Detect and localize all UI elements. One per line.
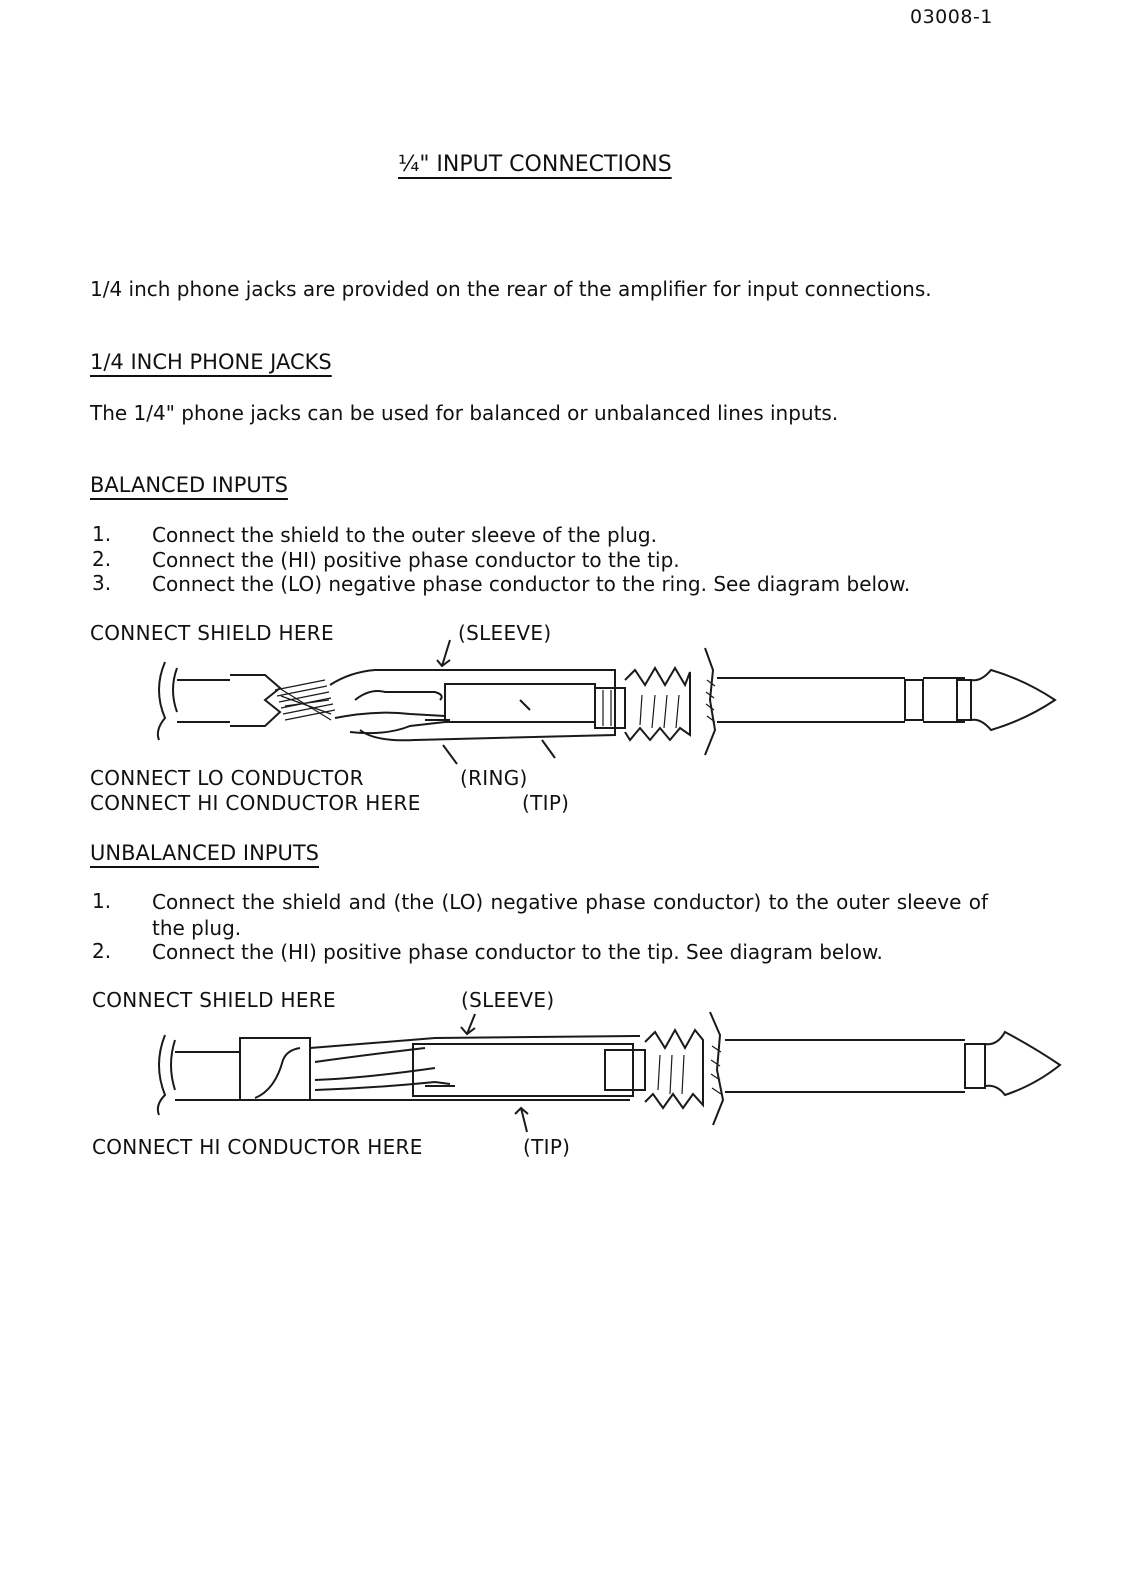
phone-jacks-text: The 1/4" phone jacks can be used for balanced or unbalanced lines inputs.	[90, 401, 839, 425]
balanced-hi-label: CONNECT HI CONDUCTOR HERE	[90, 791, 421, 815]
balanced-thread	[625, 668, 690, 740]
balanced-step-1-number: 1.	[92, 522, 112, 546]
balanced-step-2: Connect the (HI) positive phase conductor to the tip.	[152, 548, 680, 572]
unbalanced-hi-label: CONNECT HI CONDUCTOR HERE	[92, 1135, 423, 1159]
balanced-plug-body	[330, 670, 625, 740]
phone-jacks-heading: 1/4 INCH PHONE JACKS	[90, 350, 332, 374]
balanced-step-3: Connect the (LO) negative phase conductor to the ring. See diagram below.	[152, 572, 911, 596]
unbalanced-step-2-number: 2.	[92, 939, 112, 963]
balanced-step-2-number: 2.	[92, 547, 112, 571]
unbalanced-plug-diagram	[145, 1010, 1065, 1135]
balanced-step-3-number: 3.	[92, 571, 112, 595]
page-title: ¼" INPUT CONNECTIONS	[398, 152, 672, 177]
balanced-shield-label: CONNECT SHIELD HERE	[90, 621, 334, 645]
unbalanced-leader-lines	[461, 1014, 528, 1132]
balanced-cable	[158, 662, 335, 740]
unbalanced-cable	[158, 1035, 310, 1115]
unbalanced-heading: UNBALANCED INPUTS	[90, 841, 319, 865]
unbalanced-shield-label: CONNECT SHIELD HERE	[92, 988, 336, 1012]
balanced-heading: BALANCED INPUTS	[90, 473, 288, 497]
balanced-collar	[705, 648, 715, 755]
intro-paragraph: 1/4 inch phone jacks are provided on the rear of the amplifier for input connections.	[90, 277, 932, 301]
unbalanced-shaft-tip	[725, 1032, 1060, 1095]
balanced-step-1: Connect the shield to the outer sleeve of the plug.	[152, 523, 657, 547]
balanced-shaft-tip	[717, 670, 1055, 730]
balanced-plug-diagram	[145, 640, 1065, 765]
document-number: 03008-1	[910, 6, 993, 28]
unbalanced-tip-label: (TIP)	[523, 1135, 571, 1159]
unbalanced-collar	[710, 1012, 723, 1125]
unbalanced-thread	[645, 1030, 703, 1108]
balanced-sleeve-label: (SLEEVE)	[458, 621, 552, 645]
balanced-leader-lines	[437, 640, 555, 764]
unbalanced-plug-body	[310, 1036, 645, 1100]
unbalanced-sleeve-label: (SLEEVE)	[461, 988, 555, 1012]
balanced-lo-label: CONNECT LO CONDUCTOR	[90, 766, 364, 790]
balanced-tip-label: (TIP)	[522, 791, 570, 815]
balanced-ring-label: (RING)	[460, 766, 528, 790]
unbalanced-step-1-number: 1.	[92, 889, 112, 913]
unbalanced-step-2: Connect the (HI) positive phase conductor to the tip. See diagram below.	[152, 940, 883, 964]
unbalanced-step-1: Connect the shield and (the (LO) negative phase conductor) to the outer sleeve of the plug.	[152, 890, 988, 940]
